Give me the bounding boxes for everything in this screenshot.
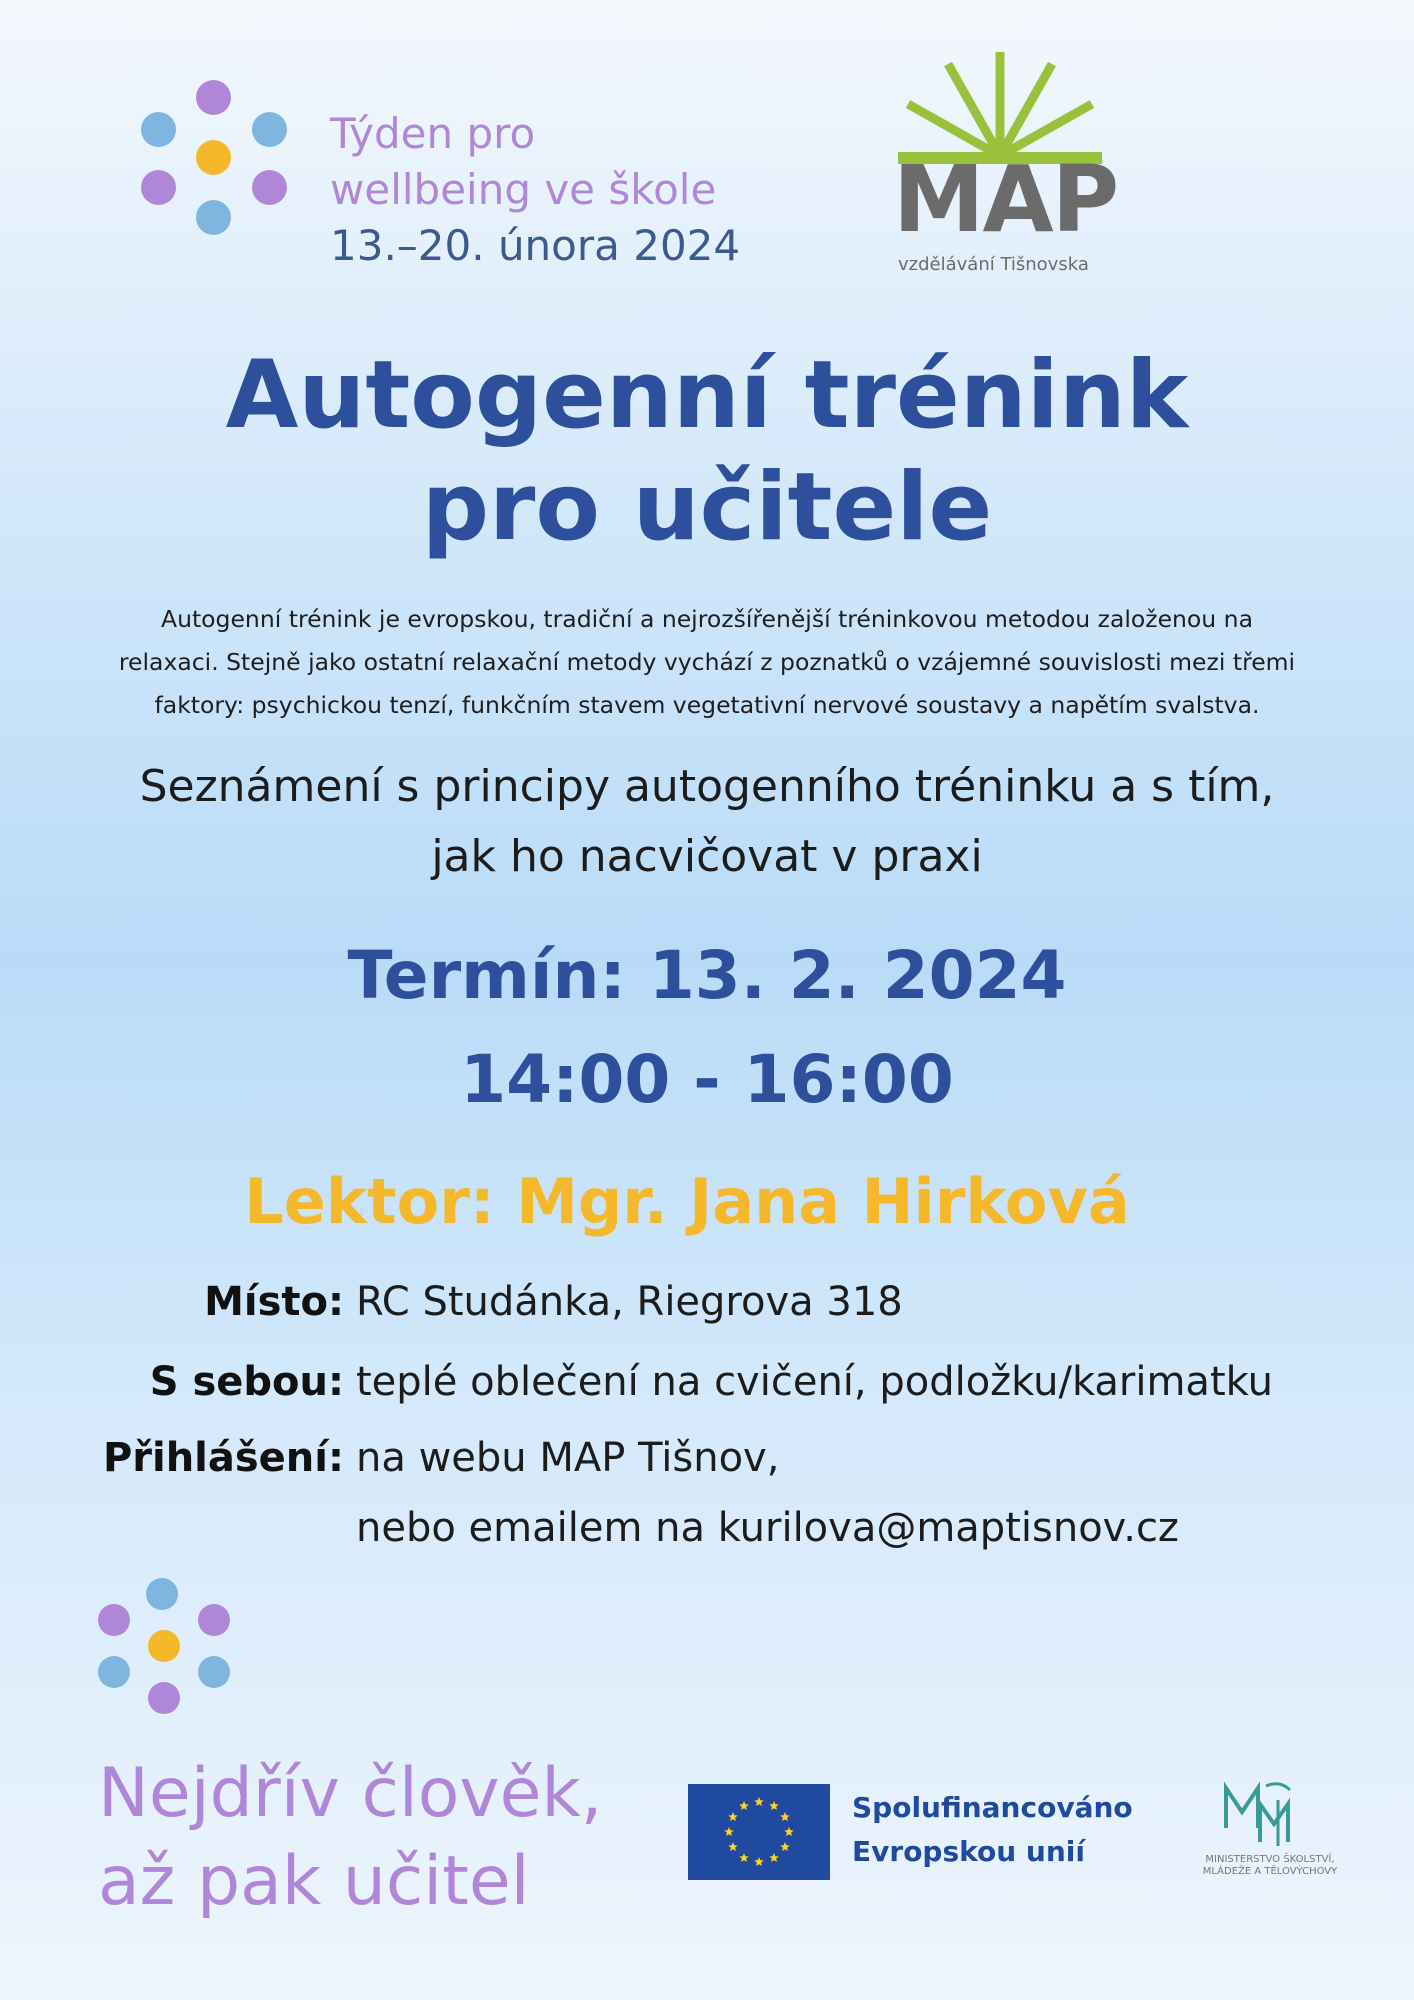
map-logo-subtitle: vzdělávání Tišnovska [898, 254, 1089, 275]
dot-icon [98, 1656, 130, 1688]
map-logo-letters: MAP [893, 146, 1118, 253]
subtitle-line1: Seznámení s principy autogenního tréninku a s tím, [139, 761, 1275, 812]
slogan-line2: až pak učitel [98, 1842, 530, 1921]
week-dates: 13.–20. února 2024 [330, 221, 741, 270]
signup-value-web: na webu MAP Tišnov, [356, 1435, 780, 1481]
msmt-line2: MLÁDEŽE A TĚLOVÝCHOVY [1202, 1866, 1338, 1877]
term-time: 14:00 - 16:00 [460, 1041, 954, 1118]
intro-line3: faktory: psychickou tenzí, funkčním stavem vegetativní nervové soustavy a napětím svalstva. [154, 691, 1260, 719]
dot-icon [141, 170, 176, 205]
dot-icon [198, 1604, 230, 1636]
dot-icon [141, 112, 176, 147]
intro-line1: Autogenní trénink je evropskou, tradiční a nejrozšířenější tréninkovou metodou založenou na [161, 605, 1253, 633]
wellbeing-dots-logo-top [0, 0, 300, 260]
signup-value-email[interactable]: nebo emailem na kurilova@maptisnov.cz [356, 1505, 1179, 1551]
dot-icon [146, 1578, 178, 1610]
eu-cofinanced-text [852, 1786, 1133, 1874]
eu-line1: Spolufinancováno [852, 1791, 1133, 1824]
eu-flag-icon [688, 1784, 830, 1880]
dot-icon [252, 170, 287, 205]
lecturer: Lektor: Mgr. Jana Hirková [244, 1165, 1130, 1238]
subtitle [0, 752, 1414, 892]
subtitle-line2: jak ho nacvičovat v praxi [431, 831, 983, 882]
msmt-caption [1170, 1854, 1370, 1878]
dot-icon [148, 1682, 180, 1714]
msmt-line1: MINISTERSTVO ŠKOLSTVÍ, [1205, 1854, 1335, 1865]
eu-line2: Evropskou unií [852, 1835, 1085, 1868]
week-line2: wellbeing ve škole [330, 165, 717, 214]
dot-icon [196, 140, 231, 175]
title-line2: pro učitele [421, 453, 993, 562]
term-date: Termín: 13. 2. 2024 [347, 937, 1067, 1014]
place-label: Místo: [204, 1279, 344, 1325]
bring-value: teplé oblečení na cvičení, podložku/karimatku [356, 1359, 1273, 1405]
wellbeing-dots-logo-bottom [0, 1560, 260, 1740]
place-value: RC Studánka, Riegrova 318 [356, 1279, 903, 1325]
dot-icon [252, 112, 287, 147]
slogan [98, 1750, 602, 1926]
intro-line2: relaxaci. Stejně jako ostatní relaxační metody vychází z poznatků o vzájemné souvislosti mezi třemi [118, 648, 1296, 676]
slogan-line1: Nejdřív člověk, [98, 1754, 603, 1833]
title-line1: Autogenní trénink [225, 341, 1189, 450]
signup-label: Přihlášení: [102, 1435, 344, 1481]
dot-icon [196, 80, 231, 115]
dot-icon [198, 1656, 230, 1688]
msmt-logo-icon [1222, 1782, 1296, 1848]
page-title [0, 340, 1414, 564]
dot-icon [148, 1630, 180, 1662]
week-line1: Týden pro [330, 109, 536, 158]
week-logo-text [330, 106, 740, 274]
dot-icon [98, 1604, 130, 1636]
dot-icon [196, 200, 231, 235]
intro-paragraph [40, 598, 1374, 727]
bring-label: S sebou: [149, 1359, 344, 1405]
